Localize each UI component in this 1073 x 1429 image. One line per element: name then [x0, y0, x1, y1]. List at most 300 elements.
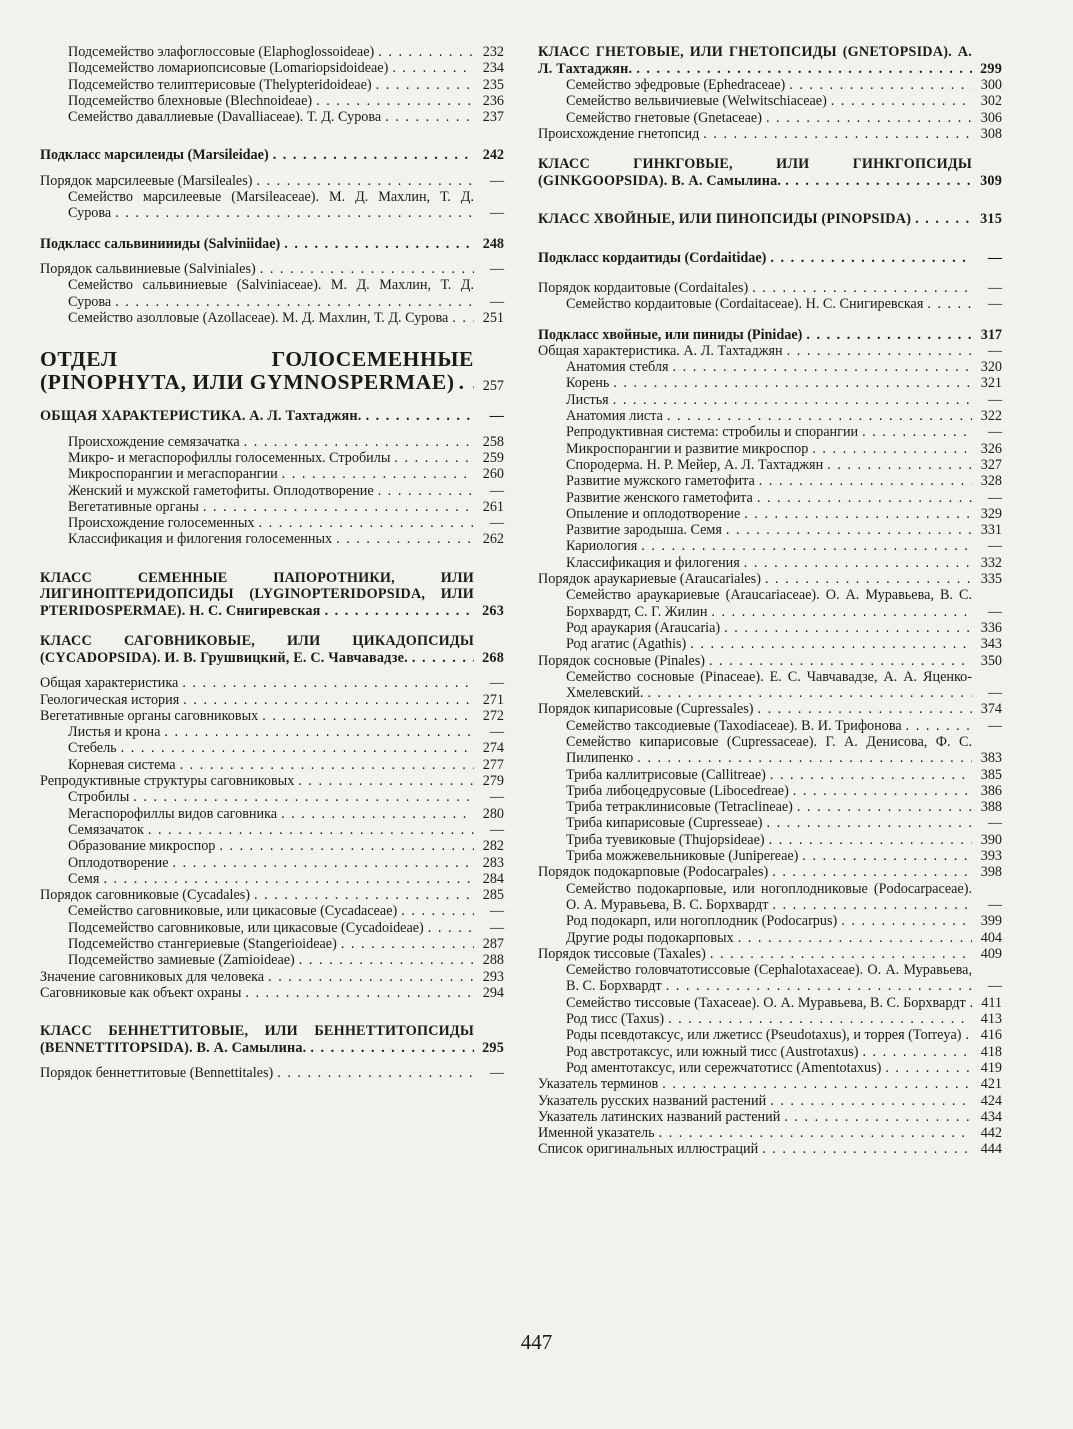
toc-entry-title: Оплодотворение . . . [40, 855, 474, 871]
toc-entry-page: 419 [980, 1059, 1002, 1076]
toc-entry-page: 272 [482, 707, 504, 724]
toc-entry-title: Стебель . . . [40, 740, 474, 756]
toc-entry-title: Род агатис (Agathis) . . . [538, 636, 972, 652]
toc-entry-title: Семейство марсилеевые (Marsileaceae). М. Д. Махлин, Т. Д. Сурова . . . [40, 189, 474, 222]
toc-entry-page: 326 [980, 440, 1002, 457]
toc-entry-title: КЛАСС БЕННЕТТИТОВЫЕ, ИЛИ БЕННЕТТИТОПСИДЫ (BENNETTITOPSIDA). В. А. Самылина. . . . [40, 1023, 474, 1056]
toc-entry-page: 263 [482, 602, 504, 619]
toc-entry [538, 392, 1002, 408]
toc-entry-page: 237 [482, 109, 504, 126]
toc-entry-page: 335 [980, 571, 1002, 588]
toc-entry [40, 531, 504, 547]
toc-entry-page: 322 [980, 408, 1002, 425]
toc-entry [40, 189, 504, 222]
toc-entry-title: Подсемейство ломариопсисовые (Lomariopsidoideae) . . . [40, 60, 474, 76]
toc-entry-page: 306 [980, 109, 1002, 126]
toc-entry-title: Семейство головчатотиссовые (Cephalotaxaceae). О. А. Муравьева, В. С. Борхвардт . . . [538, 962, 972, 995]
toc-entry-page: 332 [980, 554, 1002, 571]
toc-entry [538, 506, 1002, 522]
toc-entry-page: 328 [980, 473, 1002, 490]
toc-entry [538, 1076, 1002, 1092]
toc-entry [538, 408, 1002, 424]
toc-entry-title: Женский и мужской гаметофиты. Оплодотворение . . . [40, 483, 474, 499]
toc-entry-title: Вегетативные органы . . . [40, 499, 474, 515]
toc-entry-page: — [987, 391, 1002, 408]
toc-entry-page: — [489, 260, 504, 277]
toc-entry [40, 60, 504, 76]
toc-entry [40, 483, 504, 499]
toc-entry-title: Происхождение голосеменных . . . [40, 515, 474, 531]
toc-entry-title: Опыление и оплодотворение . . . [538, 506, 972, 522]
toc-entry-title: Анатомия стебля . . . [538, 359, 972, 375]
toc-entry-page: — [489, 724, 504, 741]
toc-entry-page: 232 [482, 44, 504, 60]
toc-entry [40, 515, 504, 531]
toc-entry-title: Подсемейство телиптерисовые (Thelypteridoideae) . . . [40, 77, 474, 93]
toc-entry-title: Семейство гнетовые (Gnetaceae) . . . [538, 110, 972, 126]
toc-entry-title: Семейство сальвиниевые (Salviniaceae). М. Д. Махлин, Т. Д. Сурова . . . [40, 277, 474, 310]
toc-entry [538, 636, 1002, 652]
toc-entry-page: 388 [980, 799, 1002, 816]
toc-entry-title: Значение саговниковых для человека . . . [40, 969, 474, 985]
toc-entry-page: — [987, 978, 1002, 995]
toc-entry-page: 399 [980, 913, 1002, 930]
toc-entry-page: — [987, 717, 1002, 734]
toc-entry-page: — [489, 903, 504, 920]
toc-entry [538, 457, 1002, 473]
toc-entry-page: 404 [980, 929, 1002, 946]
toc-entry [538, 620, 1002, 636]
toc-entry [538, 250, 1002, 266]
toc-entry-page: 277 [482, 756, 504, 773]
toc-entry [538, 767, 1002, 783]
toc-entry [538, 653, 1002, 669]
toc-entry-title: Геологическая история . . . [40, 692, 474, 708]
toc-entry-title: Семя . . . [40, 871, 474, 887]
toc-entry-page: — [987, 342, 1002, 359]
toc-entry [538, 587, 1002, 620]
toc-entry-page: 259 [482, 449, 504, 466]
toc-entry-title: КЛАСС СЕМЕННЫЕ ПАПОРОТНИКИ, ИЛИ ЛИГИНОПТЕРИДОПСИДЫ (LYGINOPTERIDOPSIDA, ИЛИ PTERIDOSPERMAE). Н. С. Снигиревская . . . [40, 570, 474, 620]
toc-entry-title: Подкласс марсилеиды (Marsileidae) . . . [40, 147, 474, 163]
toc-entry [40, 277, 504, 310]
toc-entry-title: КЛАСС ГНЕТОВЫЕ, ИЛИ ГНЕТОПСИДЫ (GNETOPSIDA). А. Л. Тахтаджян. . . . [538, 44, 972, 77]
toc-entry-title: Подкласс кордаитиды (Cordaitidae) . . . [538, 250, 972, 266]
toc-entry [40, 675, 504, 691]
toc-entry-page: — [987, 424, 1002, 441]
toc-entry-page: 383 [980, 750, 1002, 767]
toc-entry [538, 490, 1002, 506]
toc-entry-title: Другие роды подокарповых . . . [538, 930, 972, 946]
toc-entry-page: — [987, 685, 1002, 702]
toc-entry-title: Порядок сальвиниевые (Salviniales) . . . [40, 261, 474, 277]
toc-entry-title: Триба можжевельниковые (Junipereae) . . . [538, 848, 972, 864]
toc-entry-page: 309 [980, 172, 1002, 189]
toc-entry [538, 1093, 1002, 1109]
toc-entry [538, 327, 1002, 343]
toc-entry [40, 806, 504, 822]
toc-entry [538, 555, 1002, 571]
toc-entry-title: Порядок кордаитовые (Cordaitales) . . . [538, 280, 972, 296]
toc-entry-title: Семязачаток . . . [40, 822, 474, 838]
toc-entry [538, 1027, 1002, 1043]
toc-entry-title: Триба туевиковые (Thujopsideae) . . . [538, 832, 972, 848]
toc-entry-page: 287 [482, 935, 504, 952]
toc-entry-title: Порядок тиссовые (Taxales) . . . [538, 946, 972, 962]
toc-entry [40, 408, 504, 425]
toc-entry-page: — [987, 489, 1002, 506]
toc-entry [40, 903, 504, 919]
toc-entry-page: 320 [980, 359, 1002, 376]
toc-left-column [40, 44, 504, 1081]
toc-right-column [538, 44, 1002, 1158]
toc-entry-title: КЛАСС ХВОЙНЫЕ, ИЛИ ПИНОПСИДЫ (PINOPSIDA) . . . [538, 211, 972, 228]
toc-entry-title: Порядок сосновые (Pinales) . . . [538, 653, 972, 669]
toc-entry-title: Порядок подокарповые (Podocarpales) . . . [538, 864, 972, 880]
toc-entry-title: Порядок беннеттитовые (Bennettitales) . . . [40, 1065, 474, 1081]
toc-entry [538, 110, 1002, 126]
toc-entry-page: 248 [482, 235, 504, 252]
toc-entry-title: Подкласс сальвиниииды (Salviniidae) . . . [40, 236, 474, 252]
toc-entry-page: — [987, 538, 1002, 555]
toc-entry [538, 995, 1002, 1011]
toc-entry-page: 261 [482, 498, 504, 515]
toc-entry [538, 280, 1002, 296]
toc-entry-title: Классификация и филогения . . . [538, 555, 972, 571]
toc-entry-title: Семейство азолловые (Azollaceae). М. Д. Махлин, Т. Д. Сурова . . . [40, 310, 474, 326]
toc-entry-page: 282 [482, 838, 504, 855]
toc-entry [40, 147, 504, 163]
toc-entry-page: 295 [482, 1039, 504, 1056]
toc-entry-title: Семейство тиссовые (Taxaceae). О. А. Муравьева, В. С. Борхвардт . . . [538, 995, 972, 1011]
toc-entry [538, 1044, 1002, 1060]
toc-entry [538, 881, 1002, 914]
toc-entry [40, 838, 504, 854]
toc-entry-title: Подкласс хвойные, или пиниды (Pinidae) . . . [538, 327, 972, 343]
toc-entry [538, 1011, 1002, 1027]
toc-entry [40, 44, 504, 60]
toc-entry [538, 946, 1002, 962]
toc-entry-title: Семейство сосновые (Pinaceae). Е. С. Чавчавадзе, А. А. Яценко-Хмелевский. . . . [538, 669, 972, 702]
toc-entry-page: — [489, 172, 504, 189]
toc-entry-title: Семейство таксодиевые (Taxodiaceae). В. И. Трифонова . . . [538, 718, 972, 734]
toc-entry [40, 724, 504, 740]
toc-entry [538, 424, 1002, 440]
toc-entry [40, 740, 504, 756]
toc-entry-page: — [489, 919, 504, 936]
toc-entry-page: 268 [482, 649, 504, 666]
toc-entry [40, 920, 504, 936]
toc-entry-page: — [987, 249, 1002, 266]
toc-entry-title: Репродуктивная система: стробилы и спорангии . . . [538, 424, 972, 440]
toc-entry-title: Вегетативные органы саговниковых . . . [40, 708, 474, 724]
toc-entry-title: Листья . . . [538, 392, 972, 408]
toc-entry-page: 424 [980, 1092, 1002, 1109]
toc-entry [40, 450, 504, 466]
toc-entry-page: 331 [980, 522, 1002, 539]
toc-entry-title: Подсемейство стангериевые (Stangerioideae) . . . [40, 936, 474, 952]
toc-entry-title: Мегаспорофиллы видов саговника . . . [40, 806, 474, 822]
toc-entry [40, 236, 504, 252]
toc-entry-page: — [489, 1065, 504, 1082]
toc-entry-title: Порядок араукариевые (Araucariales) . . . [538, 571, 972, 587]
toc-entry-page: 444 [980, 1141, 1002, 1158]
toc-entry [538, 718, 1002, 734]
toc-entry-page: 416 [980, 1027, 1002, 1044]
toc-entry [40, 466, 504, 482]
toc-entry-title: Род тисс (Taxus) . . . [538, 1011, 972, 1027]
toc-entry-page: 442 [980, 1125, 1002, 1142]
toc-entry [40, 1065, 504, 1081]
toc-entry-page: 283 [482, 854, 504, 871]
toc-entry-page: — [489, 789, 504, 806]
toc-entry-title: Развитие женского гаметофита . . . [538, 490, 972, 506]
toc-entry [538, 783, 1002, 799]
toc-entry-page: 411 [981, 994, 1002, 1011]
toc-entry-page: 386 [980, 782, 1002, 799]
toc-entry-title: Репродуктивные структуры саговниковых . . . [40, 773, 474, 789]
toc-entry-title: Семейство даваллиевые (Davalliaceae). Т. Д. Сурова . . . [40, 109, 474, 125]
toc-entry-title: Саговниковые как объект охраны . . . [40, 985, 474, 1001]
toc-entry-page: 413 [980, 1011, 1002, 1028]
toc-entry-title: Триба каллитрисовые (Callitreae) . . . [538, 767, 972, 783]
toc-entry-title: Триба либоцедрусовые (Libocedreae) . . . [538, 783, 972, 799]
toc-entry-page: 418 [980, 1043, 1002, 1060]
toc-entry-title: Указатель русских названий растений . . . [538, 1093, 972, 1109]
toc-entry-page: 302 [980, 93, 1002, 110]
toc-entry-title: Развитие зародыша. Семя . . . [538, 522, 972, 538]
toc-entry-page: 258 [482, 433, 504, 450]
toc-entry-page: 343 [980, 636, 1002, 653]
toc-entry-title: Семейство араукариевые (Araucariaceae). О. А. Муравьева, В. С. Борхвардт, С. Г. Жилин . . . [538, 587, 972, 620]
toc-entry-title: Роды псевдотаксус, или лжетисс (Pseudotaxus), и торрея (Torreya) . . . [538, 1027, 972, 1043]
toc-entry [40, 109, 504, 125]
toc-entry-title: Порядок марсилеевые (Marsileales) . . . [40, 173, 474, 189]
toc-entry-page: 260 [482, 466, 504, 483]
toc-entry [538, 799, 1002, 815]
toc-entry-title: Подсемейство замиевые (Zamioideae) . . . [40, 952, 474, 968]
toc-entry-title: Указатель терминов . . . [538, 1076, 972, 1092]
toc-entry-page: 315 [980, 211, 1002, 228]
toc-entry-page: 329 [980, 505, 1002, 522]
toc-entry-title: Происхождение семязачатка . . . [40, 434, 474, 450]
toc-entry [40, 173, 504, 189]
toc-entry-page: 336 [980, 619, 1002, 636]
toc-entry-title: Корень . . . [538, 375, 972, 391]
toc-entry [538, 1060, 1002, 1076]
toc-entry [538, 441, 1002, 457]
toc-entry [538, 522, 1002, 538]
toc-entry [40, 692, 504, 708]
toc-entry-page: — [489, 205, 504, 222]
toc-entry-title: Подсемейство блехновые (Blechnoideae) . . . [40, 93, 474, 109]
toc-entry [538, 669, 1002, 702]
toc-entry-title: Именной указатель . . . [538, 1125, 972, 1141]
toc-entry-title: Триба кипарисовые (Cupresseae) . . . [538, 815, 972, 831]
toc-entry-page: 284 [482, 870, 504, 887]
toc-entry [538, 1141, 1002, 1157]
toc-entry [538, 962, 1002, 995]
toc-entry [40, 757, 504, 773]
toc-entry [538, 473, 1002, 489]
toc-entry-title: Триба тетраклинисовые (Tetraclineae) . . . [538, 799, 972, 815]
toc-entry-title: Листья и крона . . . [40, 724, 474, 740]
toc-entry [538, 913, 1002, 929]
toc-entry [538, 571, 1002, 587]
toc-entry-page: 293 [482, 968, 504, 985]
toc-entry-title: Подсемейство саговниковые, или цикасовые (Cycadoideae) . . . [40, 920, 474, 936]
toc-entry-title: Микро- и мегаспорофиллы голосеменных. Стробилы . . . [40, 450, 474, 466]
toc-entry-page: 288 [482, 952, 504, 969]
toc-entry [40, 348, 504, 394]
toc-entry [538, 864, 1002, 880]
toc-entry-title: Кариология . . . [538, 538, 972, 554]
toc-entry [40, 434, 504, 450]
toc-entry-title: Общая характеристика . . . [40, 675, 474, 691]
toc-entry-title: Происхождение гнетопсид . . . [538, 126, 972, 142]
toc-entry-title: КЛАСС САГОВНИКОВЫЕ, ИЛИ ЦИКАДОПСИДЫ (CYCADOPSIDA). И. В. Грушвицкий, Е. С. Чавчавадзе. . . . [40, 633, 474, 666]
toc-entry-title: Семейство подокарповые, или ногоплодниковые (Podocarpaceae). О. А. Муравьева, В. С. Борхвардт . . . [538, 881, 972, 914]
toc-entry [538, 375, 1002, 391]
toc-entry-page: 280 [482, 805, 504, 822]
toc-entry-page: 374 [980, 701, 1002, 718]
toc-entry-title: Семейство вельвичиевые (Welwitschiaceae) . . . [538, 93, 972, 109]
toc-entry [40, 855, 504, 871]
toc-entry [40, 93, 504, 109]
toc-entry-page: — [489, 821, 504, 838]
toc-entry-page: 285 [482, 887, 504, 904]
toc-entry [40, 887, 504, 903]
toc-entry-page: 299 [980, 60, 1002, 77]
toc-entry-page: 421 [980, 1076, 1002, 1093]
toc-entry-page: 317 [980, 326, 1002, 343]
toc-entry [538, 538, 1002, 554]
toc-entry-title: Корневая система . . . [40, 757, 474, 773]
toc-entry [40, 871, 504, 887]
toc-entry-title: Указатель латинских названий растений . . . [538, 1109, 972, 1125]
toc-entry [538, 77, 1002, 93]
toc-entry-page: 434 [980, 1108, 1002, 1125]
toc-entry-title: Порядок кипарисовые (Cupressales) . . . [538, 701, 972, 717]
toc-entry-title: Развитие мужского гаметофита . . . [538, 473, 972, 489]
toc-entry-title: Классификация и филогения голосеменных . . . [40, 531, 474, 547]
toc-entry [40, 708, 504, 724]
toc-entry [40, 310, 504, 326]
toc-entry-title: Список оригинальных иллюстраций . . . [538, 1141, 972, 1157]
toc-entry-page: — [489, 408, 504, 425]
toc-entry-title: ОБЩАЯ ХАРАКТЕРИСТИКА. А. Л. Тахтаджян. . . . [40, 408, 474, 425]
toc-entry-page: 236 [482, 92, 504, 109]
toc-entry-title: Род подокарп, или ногоплодник (Podocarpus) . . . [538, 913, 972, 929]
toc-entry-title: Микроспорангии и мегаспорангии . . . [40, 466, 474, 482]
toc-entry-page: 274 [482, 740, 504, 757]
toc-entry-title: Семейство эфедровые (Ephedraceae) . . . [538, 77, 972, 93]
toc-entry-page: 398 [980, 864, 1002, 881]
toc-entry [40, 822, 504, 838]
toc-entry-title: Род араукария (Araucaria) . . . [538, 620, 972, 636]
toc-entry [40, 570, 504, 620]
toc-entry [40, 789, 504, 805]
toc-entry-page: 409 [980, 945, 1002, 962]
toc-entry-title: Порядок саговниковые (Cycadales) . . . [40, 887, 474, 903]
toc-entry-title: Стробилы . . . [40, 789, 474, 805]
toc-entry-title: Анатомия листа . . . [538, 408, 972, 424]
toc-entry [538, 93, 1002, 109]
toc-entry-title: Семейство кипарисовые (Cupressaceae). Г. А. Денисова, Ф. С. Пилипенко . . . [538, 734, 972, 767]
toc-entry [40, 969, 504, 985]
toc-entry [40, 985, 504, 1001]
toc-entry [538, 815, 1002, 831]
page-number: 447 [520, 1330, 553, 1354]
toc-entry [538, 126, 1002, 142]
toc-entry-page: — [489, 482, 504, 499]
toc-entry-title: Род аментотаксус, или сережчатотисс (Amentotaxus) . . . [538, 1060, 972, 1076]
toc-entry-page: 234 [482, 60, 504, 77]
toc-entry-title: ОТДЕЛ ГОЛОСЕМЕННЫЕ (PINOPHYTA, ИЛИ GYMNOSPERMAE) . . . [40, 348, 474, 394]
toc-entry-page: 393 [980, 848, 1002, 865]
toc-entry-page: 321 [980, 375, 1002, 392]
toc-entry-page: 350 [980, 652, 1002, 669]
toc-entry-page: — [987, 279, 1002, 296]
toc-entry-page: 271 [482, 691, 504, 708]
toc-entry [538, 734, 1002, 767]
toc-entry-title: Микроспорангии и развитие микроспор . . . [538, 441, 972, 457]
toc-entry [538, 211, 1002, 228]
toc-entry [538, 1109, 1002, 1125]
toc-entry [40, 773, 504, 789]
toc-entry [538, 1125, 1002, 1141]
toc-entry [40, 952, 504, 968]
toc-entry-title: Общая характеристика. А. Л. Тахтаджян . . . [538, 343, 972, 359]
toc-entry-page: 300 [980, 77, 1002, 93]
toc-entry [40, 1023, 504, 1056]
toc-entry [40, 77, 504, 93]
toc-entry-page: 257 [482, 377, 504, 394]
toc-entry [538, 930, 1002, 946]
toc-entry-page: — [489, 515, 504, 532]
toc-entry-title: Подсемейство элафоглоссовые (Elaphoglossoideae) . . . [40, 44, 474, 60]
toc-entry-page: 251 [482, 309, 504, 326]
toc-entry-title: Род австротаксус, или южный тисс (Austrotaxus) . . . [538, 1044, 972, 1060]
toc-entry-page: 242 [482, 147, 504, 164]
toc-entry [40, 936, 504, 952]
toc-entry-page: — [987, 603, 1002, 620]
toc-entry-page: 262 [482, 531, 504, 548]
toc-entry-page: 385 [980, 766, 1002, 783]
toc-entry-page: 390 [980, 831, 1002, 848]
toc-entry-page: 294 [482, 984, 504, 1001]
toc-entry [538, 832, 1002, 848]
toc-entry-page: — [987, 815, 1002, 832]
toc-entry-title: Семейство саговниковые, или цикасовые (Cycadaceae) . . . [40, 903, 474, 919]
toc-entry-title: Образование микроспор . . . [40, 838, 474, 854]
toc-entry [538, 44, 1002, 77]
toc-entry [538, 848, 1002, 864]
toc-entry-page: — [987, 296, 1002, 313]
toc-entry-title: КЛАСС ГИНКГОВЫЕ, ИЛИ ГИНКГОПСИДЫ (GINKGOOPSIDA). В. А. Самылина. . . . [538, 156, 972, 189]
toc-entry [40, 261, 504, 277]
toc-entry [538, 359, 1002, 375]
toc-entry [40, 499, 504, 515]
toc-entry [40, 633, 504, 666]
toc-entry-page: 308 [980, 125, 1002, 142]
toc-entry-page: — [489, 293, 504, 310]
toc-entry-page: 279 [482, 773, 504, 790]
toc-entry [538, 701, 1002, 717]
toc-entry-title: Спородерма. Н. Р. Мейер, А. Л. Тахтаджян . . . [538, 457, 972, 473]
toc-entry [538, 343, 1002, 359]
toc-entry-page: 327 [980, 456, 1002, 473]
